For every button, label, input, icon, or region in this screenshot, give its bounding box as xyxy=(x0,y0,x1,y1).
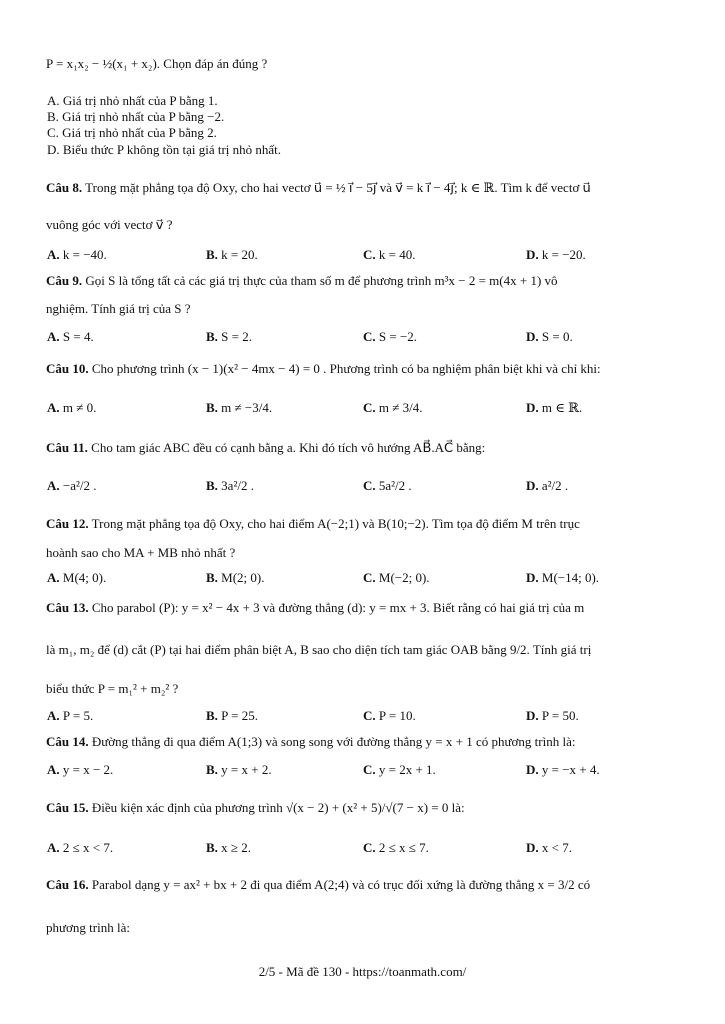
option-a: A. S = 4. xyxy=(47,329,94,344)
option-a: A. P = 5. xyxy=(47,708,94,723)
option-c: C. M(−2; 0). xyxy=(363,570,430,585)
option-d: D. M(−14; 0). xyxy=(526,570,600,585)
question-12-options xyxy=(47,570,687,586)
option-a: A. −a²/2 . xyxy=(47,478,97,493)
question-13-cont: là m₁, m₂ để (d) cắt (P) tại hai điểm phân biệt A, B sao cho diện tích tam giác OAB bằng 9/2. Tính giá trị xyxy=(46,642,592,657)
question-10: Câu 10. Cho phương trình (x − 1)(x² − 4mx − 4) = 0 . Phương trình có ba nghiệm phân biệt khi và chỉ khi: xyxy=(46,361,601,376)
question-16: Câu 16. Parabol dạng y = ax² + bx + 2 đi qua điểm A(2;4) và có trục đối xứng là đường thẳng x = 3/2 có xyxy=(46,877,591,892)
question-11-options xyxy=(47,478,687,494)
option-d: D. a²/2 . xyxy=(526,478,569,493)
q7-option-b: B. Giá trị nhỏ nhất của P bằng −2. xyxy=(47,109,225,124)
question-13-cont2: biểu thức P = m₁² + m₂² ? xyxy=(46,681,179,696)
question-10-options xyxy=(47,400,687,416)
option-d: D. P = 50. xyxy=(526,708,579,723)
question-15: Câu 15. Điều kiện xác định của phương trình √(x − 2) + (x² + 5)/√(7 − x) = 0 là: xyxy=(46,800,465,815)
q7-option-d: D. Biểu thức P không tồn tại giá trị nhỏ nhất. xyxy=(47,142,282,157)
question-11: Câu 11. Cho tam giác ABC đều có cạnh bằng a. Khi đó tích vô hướng AB⃗.AC⃗ bằng: xyxy=(46,440,486,455)
option-a: A. 2 ≤ x < 7. xyxy=(47,840,114,855)
option-c: C. S = −2. xyxy=(363,329,418,344)
option-b: B. k = 20. xyxy=(206,247,258,262)
option-a: A. M(4; 0). xyxy=(47,570,107,585)
question-16-cont: phương trình là: xyxy=(46,920,130,935)
option-b: B. M(2; 0). xyxy=(206,570,265,585)
question-9-cont: nghiệm. Tính giá trị của S ? xyxy=(46,301,191,316)
question-8-options xyxy=(47,247,687,263)
option-c: C. k = 40. xyxy=(363,247,416,262)
option-a: A. m ≠ 0. xyxy=(47,400,97,415)
question-label: Câu 8. xyxy=(46,180,83,195)
option-b: B. 3a²/2 . xyxy=(206,478,254,493)
option-b: B. y = x + 2. xyxy=(206,762,272,777)
option-c: C. 5a²/2 . xyxy=(363,478,412,493)
option-c: C. y = 2x + 1. xyxy=(363,762,436,777)
option-d: D. x < 7. xyxy=(526,840,572,855)
formula-line: P = x₁x₂ − ½(x₁ + x₂). Chọn đáp án đúng ? xyxy=(46,56,268,71)
option-d: D. k = −20. xyxy=(526,247,586,262)
option-d: D. S = 0. xyxy=(526,329,573,344)
option-b: B. m ≠ −3/4. xyxy=(206,400,273,415)
option-c: C. 2 ≤ x ≤ 7. xyxy=(363,840,429,855)
option-b: B. S = 2. xyxy=(206,329,252,344)
question-9: Câu 9. Gọi S là tổng tất cả các giá trị thực của tham số m để phương trình m³x − 2 = m(4x + 1) vô xyxy=(46,273,558,288)
option-c: C. P = 10. xyxy=(363,708,416,723)
question-14-options xyxy=(47,762,687,778)
question-12-cont: hoành sao cho MA + MB nhỏ nhất ? xyxy=(46,545,236,560)
question-12: Câu 12. Trong mặt phẳng tọa độ Oxy, cho hai điểm A(−2;1) và B(10;−2). Tìm tọa độ điểm M trên trục xyxy=(46,516,580,531)
option-b: B. P = 25. xyxy=(206,708,259,723)
question-13-options xyxy=(47,708,687,724)
question-text: Trong mặt phẳng tọa độ Oxy, cho hai vectơ u⃗ = ½ i⃗ − 5j⃗ và v⃗ = k i⃗ − 4j⃗; k ∈ ℝ. Tìm k để vectơ u⃗ xyxy=(85,180,591,195)
option-c: C. m ≠ 3/4. xyxy=(363,400,423,415)
question-14: Câu 14. Đường thẳng đi qua điểm A(1;3) và song song với đường thẳng y = x + 1 có phương trình là: xyxy=(46,734,576,749)
question-8-cont: vuông góc với vectơ v⃗ ? xyxy=(46,217,173,232)
question-9-options xyxy=(47,329,687,345)
question-13: Câu 13. Cho parabol (P): y = x² − 4x + 3 và đường thẳng (d): y = mx + 3. Biết rằng có hai giá trị của m xyxy=(46,600,585,615)
option-a: A. y = x − 2. xyxy=(47,762,114,777)
option-d: D. y = −x + 4. xyxy=(526,762,600,777)
option-d: D. m ∈ ℝ. xyxy=(526,400,583,415)
question-15-options xyxy=(47,840,687,856)
option-a: A. k = −40. xyxy=(47,247,107,262)
q7-option-a: A. Giá trị nhỏ nhất của P bằng 1. xyxy=(47,93,218,108)
option-b: B. x ≥ 2. xyxy=(206,840,252,855)
question-8 xyxy=(46,180,591,196)
page-footer: 2/5 - Mã đề 130 - https://toanmath.com/ xyxy=(258,964,467,979)
q7-option-c: C. Giá trị nhỏ nhất của P bằng 2. xyxy=(47,125,217,140)
